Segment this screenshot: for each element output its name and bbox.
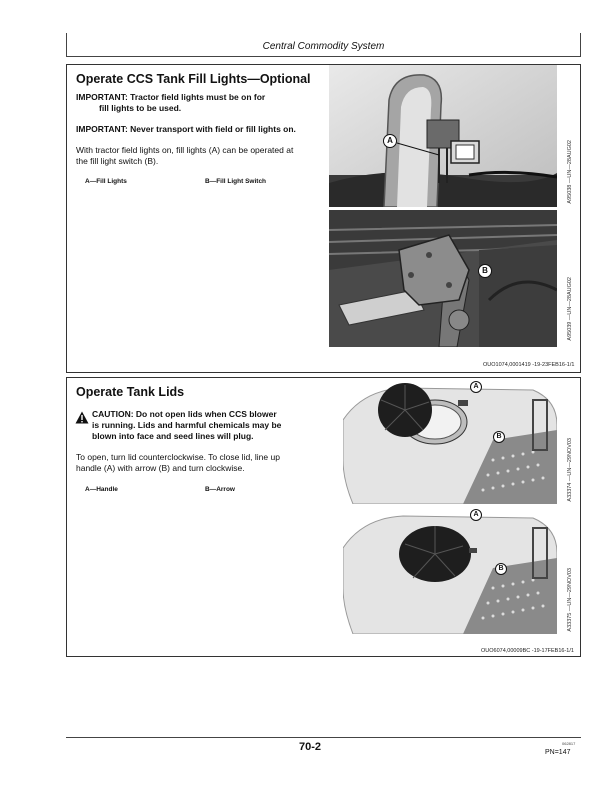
fill-lights-photo bbox=[329, 65, 557, 207]
important-note-2: IMPORTANT: Never transport with field or fill lights on. bbox=[76, 124, 296, 134]
callout-b: B bbox=[493, 431, 505, 443]
page-header-title: Central Commodity System bbox=[262, 41, 385, 52]
fill-light-switch-photo bbox=[329, 210, 557, 347]
photo2-code: A95039 —UN—28AUG02 bbox=[567, 277, 573, 341]
legend-b: B—Arrow bbox=[205, 486, 235, 493]
body-line-2: handle (A) with arrow (B) and turn clockwise. bbox=[76, 463, 245, 473]
important-note-1-line2: fill lights to be used. bbox=[99, 103, 182, 113]
callout-a: A bbox=[470, 381, 482, 393]
caution-text bbox=[92, 409, 332, 442]
reference-code: OUO1074,0001419 -19-23FEB16-1/1 bbox=[483, 362, 575, 368]
legend-a: A—Handle bbox=[85, 486, 118, 493]
section-title: Operate CCS Tank Fill Lights—Optional bbox=[76, 72, 311, 86]
photo4-code: A33375 —UN—29NOV03 bbox=[567, 568, 573, 632]
photo3-code: A33374 —UN—29NOV03 bbox=[567, 438, 573, 502]
legend-a: A—Fill Lights bbox=[85, 178, 127, 185]
callout-b: B bbox=[495, 563, 507, 575]
body-text bbox=[76, 452, 326, 474]
reference-code: OUO6074,00009BC -19-17FEB16-1/1 bbox=[481, 648, 574, 654]
footer-divider bbox=[66, 737, 581, 738]
section-title: Operate Tank Lids bbox=[76, 385, 185, 399]
body-line-1: With tractor field lights on, fill lights (A) can be operated at bbox=[76, 145, 294, 155]
important-note-1 bbox=[76, 92, 326, 114]
open-lid-photo bbox=[343, 380, 557, 504]
section-fill-lights bbox=[66, 64, 581, 373]
legend-b: B—Fill Light Switch bbox=[205, 178, 267, 185]
footer-small-code: 062817 bbox=[562, 741, 576, 746]
body-text bbox=[76, 145, 331, 167]
callout-a: A bbox=[470, 509, 482, 521]
callout-b: B bbox=[478, 264, 492, 278]
page-number: 70-2 bbox=[298, 741, 322, 753]
header-divider bbox=[66, 56, 581, 57]
caution-line-2: is running. Lids and harmful chemicals may be bbox=[92, 420, 282, 430]
photo1-code: A95038 —UN—28AUG02 bbox=[567, 140, 573, 204]
caution-icon bbox=[75, 411, 89, 424]
section-tank-lids bbox=[66, 377, 581, 657]
body-line-2: the fill light switch (B). bbox=[76, 156, 159, 166]
closed-lid-photo bbox=[343, 508, 557, 634]
caution-line-1: CAUTION: Do not open lids when CCS blower bbox=[92, 409, 277, 419]
body-line-1: To open, turn lid counterclockwise. To close lid, line up bbox=[76, 452, 280, 462]
caution-line-3: blown into face and seed lines will plug. bbox=[92, 431, 254, 441]
important-note-1-line1: IMPORTANT: Tractor field lights must be on for bbox=[76, 92, 266, 102]
page-pn: PN=147 bbox=[545, 749, 571, 756]
callout-a: A bbox=[383, 134, 397, 148]
